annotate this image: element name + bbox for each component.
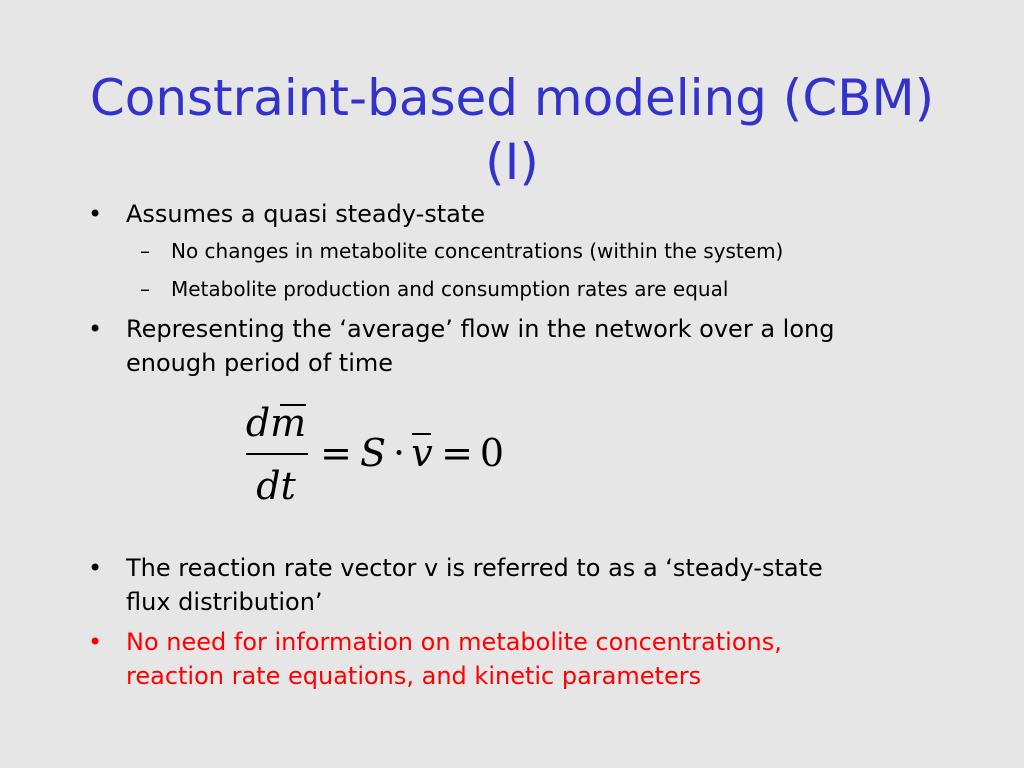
steady-state-equation [238,396,518,516]
bullet-text-line-1: The reaction rate vector v is referred to as a ‘steady-state [126,554,823,582]
sub-bullet-2 [140,274,729,304]
bullet-marker: • [88,200,103,228]
bullet-text-line-2: enough period of time [126,349,394,377]
bullet-item-1 [88,197,486,231]
vector-v: v [411,431,433,475]
bullet-marker: • [88,628,103,656]
equation-denominator: dt [256,464,296,508]
dot-operator: · [392,431,406,475]
sub-bullet-1 [140,236,784,266]
dash-marker: – [140,277,150,301]
equation-numerator: dm [245,401,307,445]
bullet-item-3 [88,551,823,585]
bullet-marker: • [88,554,103,582]
sub-bullet-text: No changes in metabolite concentrations (within the system) [171,239,784,263]
sub-bullet-text: Metabolite production and consumption rates are equal [171,277,729,301]
equals-sign-1: = [320,431,352,475]
dash-marker: – [140,239,150,263]
title-line-2: (I) [485,133,539,191]
bullet-item-3-continuation [126,585,323,619]
bullet-text-line-2: reaction rate equations, and kinetic parameters [126,662,702,690]
equation-result: 0 [479,431,505,475]
equals-sign-2: = [441,431,473,475]
bullet-item-4 [88,625,782,659]
bullet-text-line-1: Representing the ‘average’ flow in the network over a long [126,315,835,343]
bullet-item-2 [88,312,835,346]
bullet-item-4-continuation [126,659,701,693]
matrix-S: S [359,431,387,475]
bullet-item-2-continuation [126,346,393,380]
bullet-text-line-1: No need for information on metabolite concentrations, [126,628,782,656]
bullet-text: Assumes a quasi steady-state [126,200,486,228]
bullet-marker: • [88,315,103,343]
bullet-text-line-2: flux distribution’ [126,588,323,616]
title-line-1: Constraint-based modeling (CBM) [89,69,935,127]
